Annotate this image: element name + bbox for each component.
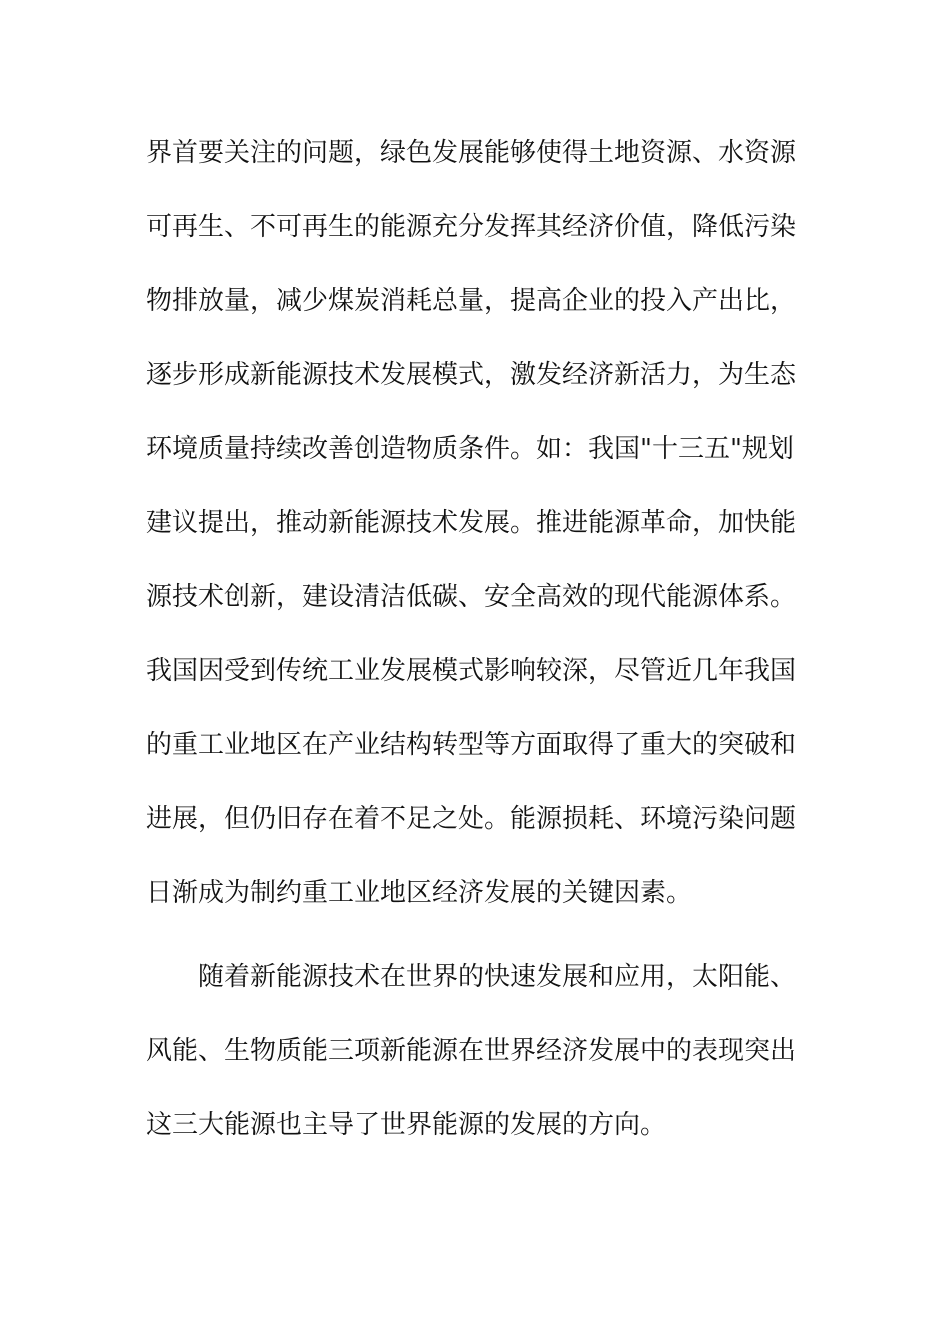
text-line: 可再生、不可再生的能源充分发挥其经济价值，降低污染: [146, 212, 797, 242]
text-line: 建议提出，推动新能源技术发展。推进能源革命，加快能: [146, 508, 797, 538]
text-line: 这三大能源也主导了世界能源的发展的方向。: [146, 1110, 667, 1140]
text-line: 物排放量，减少煤炭消耗总量，提高企业的投入产出比，: [146, 286, 797, 316]
text-line: 进展，但仍旧存在着不足之处。能源损耗、环境污染问题: [146, 804, 797, 834]
text-line: 界首要关注的问题，绿色发展能够使得土地资源、水资源: [146, 138, 797, 168]
text-line: 风能、生物质能三项新能源在世界经济发展中的表现突出: [146, 1036, 797, 1066]
text-line: 逐步形成新能源技术发展模式，激发经济新活力，为生态: [146, 360, 797, 390]
text-line: 源技术创新，建设清洁低碳、安全高效的现代能源体系。: [146, 582, 797, 612]
text-line: 的重工业地区在产业结构转型等方面取得了重大的突破和: [146, 730, 797, 760]
text-line-indented: 随着新能源技术在世界的快速发展和应用，太阳能、: [198, 962, 797, 992]
text-line: 我国因受到传统工业发展模式影响较深，尽管近几年我国: [146, 656, 797, 686]
text-line: 环境质量持续改善创造物质条件。如：我国"十三五"规划: [146, 434, 794, 464]
text-line: 日渐成为制约重工业地区经济发展的关键因素。: [146, 878, 693, 908]
